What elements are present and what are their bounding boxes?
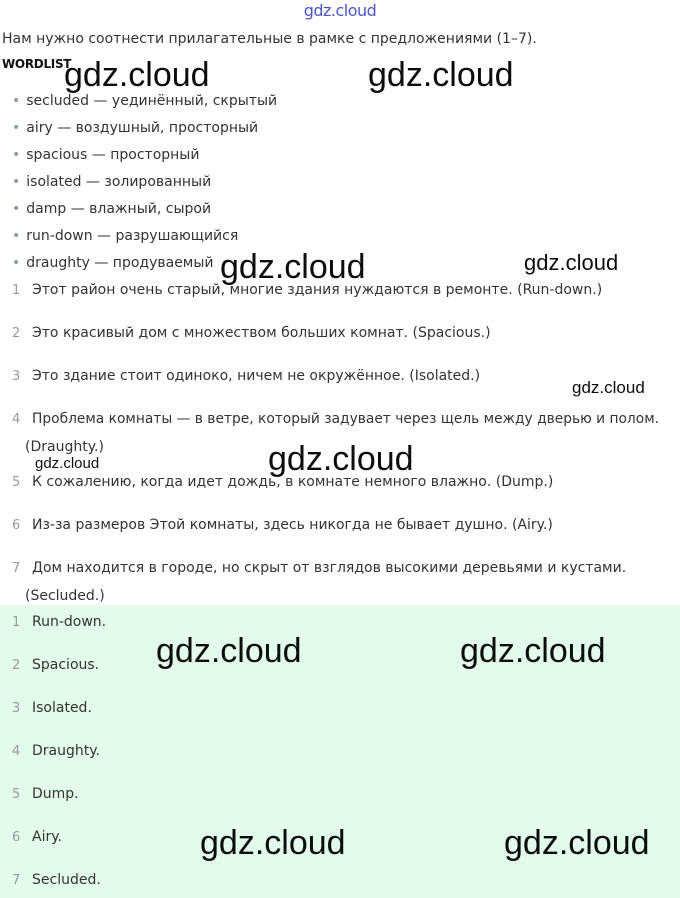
list-item bbox=[12, 120, 258, 136]
sentence-number: 4 bbox=[12, 412, 21, 427]
sentence-text: Это красивый дом с множеством больших комнат. (Spacious.) bbox=[32, 325, 491, 341]
answer-number: 3 bbox=[12, 701, 21, 716]
answer-number: 6 bbox=[12, 830, 21, 845]
list-item bbox=[12, 147, 199, 163]
watermark: gdz.cloud bbox=[156, 632, 302, 670]
task-instruction: Нам нужно соотнести прилагательные в рамке с предложениями (1–7). bbox=[2, 31, 537, 47]
watermark: gdz.cloud bbox=[504, 824, 650, 862]
answer-text: Run-down. bbox=[32, 614, 107, 630]
sentence-number: 1 bbox=[12, 283, 21, 298]
sentence-continuation: (Draughty.) bbox=[25, 439, 104, 455]
wordlist-item-text: secluded — уединённый, скрытый bbox=[26, 93, 278, 109]
wordlist-item-text: damp — влажный, сырой bbox=[26, 201, 212, 217]
sentence-number: 7 bbox=[12, 561, 21, 576]
sentence-text: Это здание стоит одиноко, ничем не окружённое. (Isolated.) bbox=[32, 368, 481, 384]
list-item bbox=[12, 255, 214, 271]
answer-number: 4 bbox=[12, 744, 21, 759]
answer-text: Draughty. bbox=[32, 743, 100, 759]
watermark: gdz.cloud bbox=[220, 248, 366, 286]
answer-number: 2 bbox=[12, 658, 21, 673]
answer-text: Secluded. bbox=[32, 872, 101, 888]
answer-text: Dump. bbox=[32, 786, 79, 802]
watermark: gdz.cloud bbox=[268, 440, 414, 478]
bullet-icon: • bbox=[12, 228, 21, 244]
watermark: gdz.cloud bbox=[368, 56, 514, 94]
sentence-text: К сожалению, когда идет дождь, в комнате немного влажно. (Dump.) bbox=[32, 474, 554, 490]
sentence-text: Проблема комнаты — в ветре, который задувает через щель между дверью и полом. bbox=[32, 411, 659, 427]
wordlist-item-text: run-down — разрушающийся bbox=[26, 228, 239, 244]
watermark: gdz.cloud bbox=[460, 632, 606, 670]
answer-text: Spacious. bbox=[32, 657, 100, 673]
answer-number: 7 bbox=[12, 873, 21, 888]
sentence-number: 5 bbox=[12, 475, 21, 490]
bullet-icon: • bbox=[12, 255, 21, 271]
wordlist-item-text: draughty — продуваемый bbox=[26, 255, 214, 271]
sentence-text: Из-за размеров Этой комнаты, здесь никогда не бывает душно. (Airy.) bbox=[32, 517, 553, 533]
answer-text: Airy. bbox=[32, 829, 62, 845]
bullet-icon: • bbox=[12, 120, 21, 136]
list-item bbox=[12, 228, 238, 244]
watermark: gdz.cloud bbox=[524, 250, 619, 275]
site-mark[interactable]: gdz.cloud bbox=[303, 1, 377, 20]
watermark: gdz.cloud bbox=[64, 56, 210, 94]
wordlist-title: WORDLIST bbox=[2, 57, 72, 71]
watermark: gdz.cloud bbox=[200, 824, 346, 862]
bullet-icon: • bbox=[12, 174, 21, 190]
list-item bbox=[12, 93, 277, 109]
wordlist-item-text: isolated — золированный bbox=[26, 174, 212, 190]
answer-text: Isolated. bbox=[32, 700, 92, 716]
sentence-continuation: (Secluded.) bbox=[25, 588, 105, 604]
sentence-text: Дом находится в городе, но скрыт от взглядов высокими деревьями и кустами. bbox=[32, 560, 627, 576]
watermark: gdz.cloud bbox=[572, 378, 645, 397]
wordlist-item-text: airy — воздушный, просторный bbox=[26, 120, 259, 136]
sentence-number: 2 bbox=[12, 326, 21, 341]
bullet-icon: • bbox=[12, 147, 21, 163]
bullet-icon: • bbox=[12, 93, 21, 109]
bullet-icon: • bbox=[12, 201, 21, 217]
wordlist-item-text: spacious — просторный bbox=[26, 147, 200, 163]
answer-number: 1 bbox=[12, 615, 21, 630]
sentence-text: Этот район очень старый, многие здания нуждаются в ремонте. (Run-down.) bbox=[32, 282, 603, 298]
sentence-number: 3 bbox=[12, 369, 21, 384]
sentence-number: 6 bbox=[12, 518, 21, 533]
watermark: gdz.cloud bbox=[35, 455, 100, 472]
answer-number: 5 bbox=[12, 787, 21, 802]
list-item bbox=[12, 201, 211, 217]
list-item bbox=[12, 174, 211, 190]
